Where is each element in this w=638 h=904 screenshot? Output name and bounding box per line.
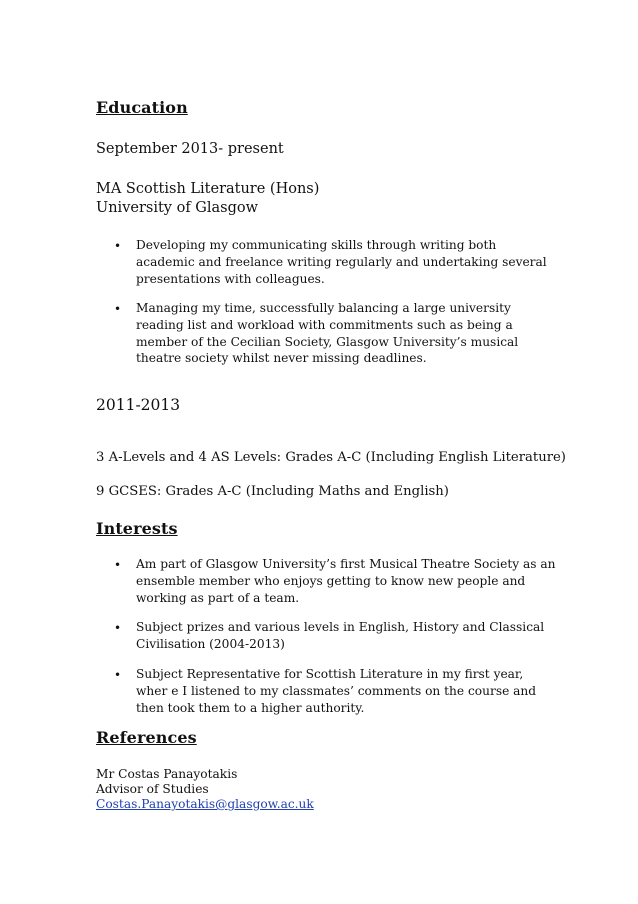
education-heading: Education (96, 98, 188, 117)
bullet-marker: • (114, 558, 122, 572)
degree-title: MA Scottish Literature (Hons) (96, 181, 320, 197)
education-period-2: 2011-2013 (96, 396, 181, 414)
interests-bullet-1: Am part of Glasgow University’s first Musical Theatre Society as an ensemble member who enjoys getting to know new people and working as part of a team. (136, 557, 556, 605)
references-heading: References (96, 728, 197, 747)
bullet-marker: • (114, 239, 122, 253)
institution-name: University of Glasgow (96, 200, 259, 216)
education-bullet-2: Managing my time, successfully balancing a large university reading list and workload with commitments such as being a member of the Cecilian Society, Glasgow University’s musical theatre society whilst never missing deadlines. (136, 301, 519, 366)
interests-bullet-3: Subject Representative for Scottish Literature in my first year, wher e I listened to my classmates’ comments on the course and then took them to a higher authority. (136, 667, 537, 715)
gcses-line: 9 GCSES: Grades A-C (Including Maths and English) (96, 484, 449, 499)
education-bullet-1: Developing my communicating skills through writing both academic and freelance writing regularly and undertaking several presentations with colleagues. (136, 238, 547, 286)
bullet-marker: • (114, 668, 122, 682)
reference-role: Advisor of Studies (96, 782, 209, 796)
bullet-marker: • (114, 302, 122, 316)
alevels-line: 3 A-Levels and 4 AS Levels: Grades A-C (Including English Literature) (96, 450, 566, 465)
reference-email-link[interactable]: Costas.Panayotakis@glasgow.ac.uk (96, 797, 314, 811)
interests-bullet-2: Subject prizes and various levels in English, History and Classical Civilisation (2004-2013) (136, 620, 545, 651)
bullet-marker: • (114, 621, 122, 635)
education-period: September 2013- present (96, 141, 284, 157)
interests-heading: Interests (96, 519, 178, 538)
reference-name: Mr Costas Panayotakis (96, 767, 238, 781)
